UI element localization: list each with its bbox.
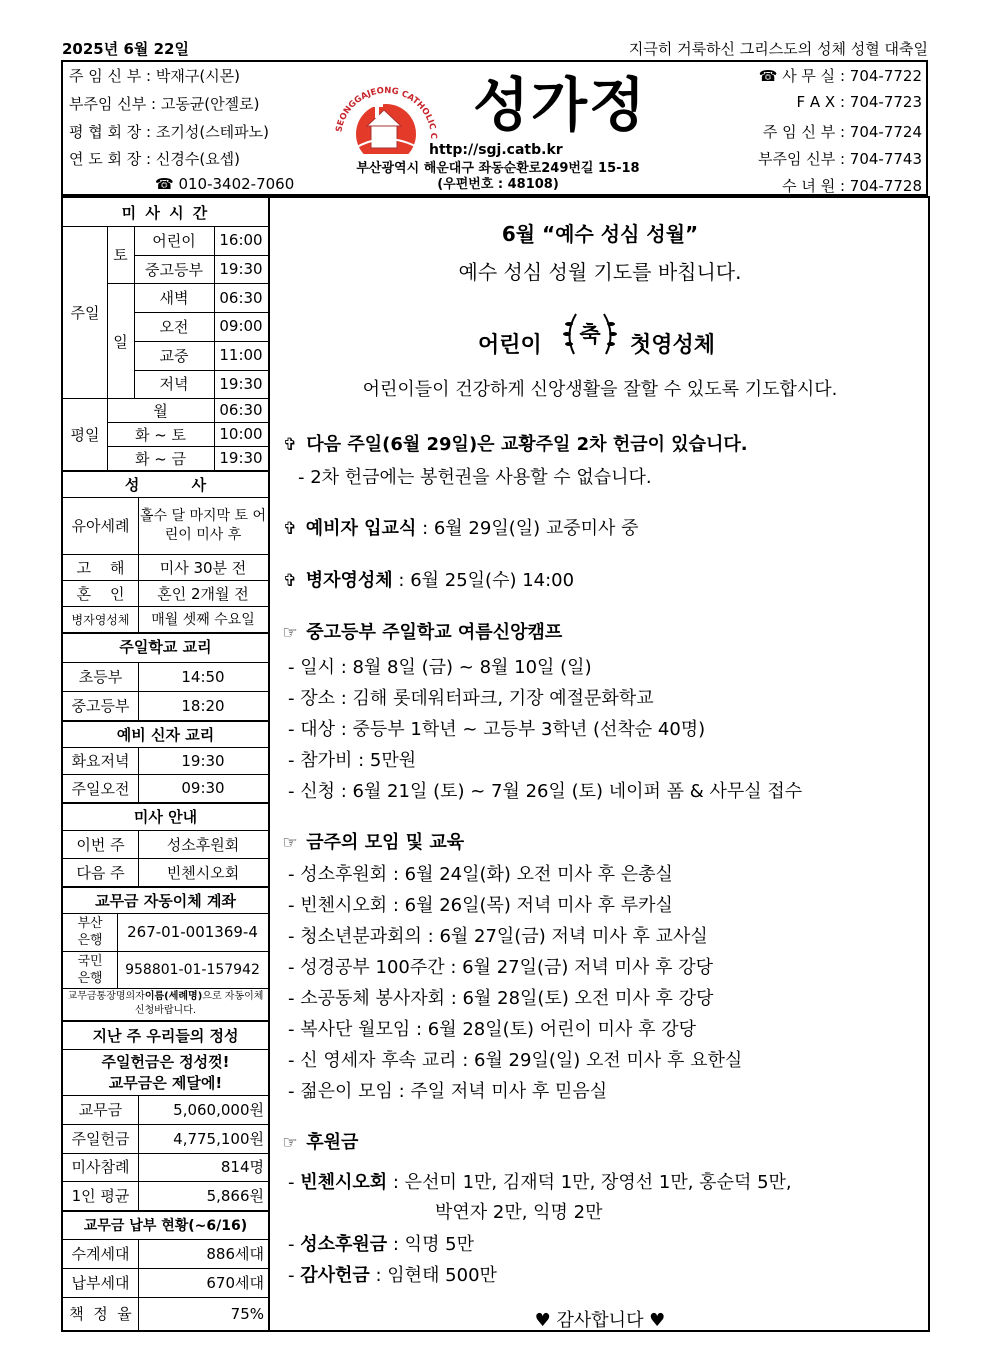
offering-title: 지난 주 우리들의 정성 — [92, 1026, 239, 1045]
support-row: - 빈첸시오회 : 은선미 1만, 김재덕 1만, 장영선 1만, 홍순덕 5만, — [288, 1172, 792, 1193]
communion-right: 첫영성체 — [630, 333, 716, 358]
meeting-item: - 신 영세자 후속 교리 : 6월 29일(일) 오전 미사 후 요한실 — [288, 1050, 743, 1071]
bulletin-date: 2025년 6월 22일 — [62, 40, 189, 58]
contact-row: 부주임 신부 : 704-7743 — [757, 150, 922, 168]
school-name: 중고등부 — [71, 697, 130, 715]
account-bank: 부산 은행 — [77, 916, 103, 948]
school-time: 18:20 — [181, 696, 225, 715]
saturday-label: 토 — [113, 246, 128, 264]
thanks-line: ♥ 감사합니다 ♥ — [534, 1310, 666, 1331]
contact-row: 수 녀 원 : 704-7728 — [782, 177, 922, 195]
pointing-hand-icon: ☞ — [282, 833, 298, 853]
offering-value: 4,775,100원 — [173, 1129, 264, 1148]
guide-value: 빈첸시오회 — [166, 863, 240, 882]
communion-subtitle: 어린이들이 건강하게 신앙생활을 잘할 수 있도록 기도합시다. — [362, 379, 838, 400]
account-number: 958801-01-157942 — [125, 961, 260, 978]
school-name: 초등부 — [78, 668, 123, 686]
catechumen-time: 09:30 — [181, 779, 225, 797]
meeting-item: - 복사단 월모임 : 6월 28일(토) 어린이 미사 후 강당 — [288, 1019, 697, 1040]
mass-name: 교중 — [159, 346, 189, 365]
pointing-hand-icon: ☞ — [282, 623, 298, 643]
phone-icon: ☎ — [155, 175, 174, 193]
meetings-title: ☞ 금주의 모임 및 교육 — [280, 828, 464, 854]
school-time: 14:50 — [181, 667, 225, 686]
meeting-item: - 성경공부 100주간 : 6월 27일(금) 저녁 미사 후 강당 — [288, 957, 714, 978]
sacrament-desc: 홀수 달 마지막 토 어린이 미사 후 — [140, 507, 266, 543]
congrats-badge — [560, 304, 620, 364]
mass-name: 화 ~ 금 — [134, 449, 187, 468]
dues-name: 책 정 율 — [69, 1305, 132, 1323]
cross-icon: ✞ — [282, 435, 298, 455]
mass-guide-title: 미사 안내 — [133, 808, 198, 826]
support-row-cont: 박연자 2만, 익명 2만 — [435, 1202, 603, 1223]
feast-title: 지극히 거룩하신 그리스도의 성체 성혈 대축일 — [628, 40, 928, 58]
camp-title: ☞ 중고등부 주일학교 여름신앙캠프 — [280, 618, 562, 644]
contact-row: 주 임 신 부 : 704-7724 — [762, 123, 922, 141]
clergy-row: 연 도 회 장 : 신경수(요셉) — [69, 150, 241, 168]
sacrament-desc: 미사 30분 전 — [159, 558, 247, 577]
dues-value: 670세대 — [206, 1274, 264, 1292]
month-subtitle: 예수 성심 성월 기도를 바칩니다. — [458, 260, 742, 284]
month-title: 6월 “예수 성심 성월” — [501, 222, 699, 246]
notice-papal-sub: - 2차 헌금에는 봉헌권을 사용할 수 없습니다. — [298, 467, 652, 488]
camp-item: - 참가비 : 5만원 — [288, 750, 417, 771]
guide-value: 성소후원회 — [166, 835, 240, 854]
account-title: 교무금 자동이체 계좌 — [95, 891, 236, 910]
offering-name: 교무금 — [78, 1100, 123, 1119]
dues-name: 납부세대 — [71, 1274, 130, 1292]
meeting-item: - 젊은이 모임 : 주일 저녁 미사 후 믿음실 — [288, 1081, 608, 1102]
catechumen-name: 주일오전 — [71, 779, 130, 798]
sacrament-name: 혼 인 — [76, 584, 125, 603]
support-title: ☞ 후원금 — [280, 1128, 358, 1154]
church-logo — [331, 68, 441, 154]
sunday-label: 주일 — [70, 303, 100, 322]
body-frame — [61, 196, 930, 1332]
mass-time: 11:00 — [219, 346, 263, 365]
parish-name: 성가정 — [473, 71, 648, 139]
top-line — [62, 38, 928, 60]
weekday-label: 평일 — [70, 425, 100, 444]
meeting-item: - 소공동체 봉사자회 : 6월 28일(토) 오전 미사 후 강당 — [288, 988, 714, 1009]
parish-url[interactable]: http://sgj.catb.kr — [429, 142, 563, 158]
dues-value: 75% — [230, 1304, 264, 1323]
guide-name: 다음 주 — [76, 863, 125, 882]
mass-time: 09:00 — [219, 317, 263, 336]
mass-time: 19:30 — [219, 260, 263, 279]
sunday-school-title: 주일학교 교리 — [119, 638, 212, 656]
sidebar — [63, 198, 270, 1330]
catechumen-time: 19:30 — [181, 751, 225, 770]
pointing-hand-icon: ☞ — [282, 1133, 298, 1153]
phone-yeondo: ☎ 010-3402-7060 — [155, 175, 295, 193]
sacrament-title: 성 사 — [124, 475, 207, 494]
account-note: 교무금통장명의자이름(세례명)으로 자동이체 신청바랍니다. — [67, 991, 264, 1016]
mass-name: 새벽 — [159, 289, 189, 308]
sunday-day-label: 일 — [113, 332, 128, 351]
dues-value: 886세대 — [206, 1245, 264, 1263]
sacrament-name: 고 해 — [76, 558, 125, 577]
cross-icon: ✞ — [282, 519, 298, 539]
notice-catechumen: ✞ 예비자 입교식 : 6월 29일(일) 교중미사 중 — [280, 514, 639, 540]
contact-row: ☎ 사 무 실 : 704-7722 — [758, 67, 922, 85]
parish-address: 부산광역시 해운대구 좌동순환로249번길 15-18 (우편번호 : 48108) — [356, 161, 640, 192]
meeting-item: - 청소년분과회의 : 6월 27일(금) 저녁 미사 후 교사실 — [288, 926, 708, 947]
mass-times-title: 미 사 시 간 — [121, 203, 210, 222]
mass-name: 화 ~ 토 — [134, 425, 187, 444]
offering-value: 5,866원 — [206, 1187, 264, 1206]
mass-time: 10:00 — [219, 425, 263, 443]
mass-name: 저녁 — [159, 375, 189, 394]
sacrament-desc: 혼인 2개월 전 — [157, 584, 249, 603]
clergy-row: 주 임 신 부 : 박재구(시몬) — [69, 67, 241, 85]
offering-name: 미사참례 — [71, 1158, 130, 1177]
contact-row: F A X : 704-7723 — [796, 93, 922, 111]
mass-name: 어린이 — [152, 231, 196, 250]
mass-time: 19:30 — [219, 374, 263, 393]
dues-name: 수계세대 — [71, 1245, 130, 1263]
account-bank: 국민 은행 — [77, 953, 103, 986]
cross-icon: ✞ — [282, 571, 298, 591]
camp-item: - 대상 : 중등부 1학년 ~ 고등부 3학년 (선착순 40명) — [288, 719, 706, 740]
camp-item: - 신청 : 6월 21일 (토) ~ 7월 26일 (토) 네이퍼 폼 & 사무실 접수 — [288, 781, 803, 802]
mass-time: 06:30 — [219, 401, 263, 419]
support-row: - 감사헌금 : 임현태 500만 — [288, 1265, 497, 1286]
support-row: - 성소후원금 : 익명 5만 — [288, 1234, 475, 1255]
catechumen-name: 화요저녁 — [71, 752, 130, 770]
notice-papal-sunday: ✞ 다음 주일(6월 29일)은 교황주일 2차 헌금이 있습니다. — [280, 430, 748, 456]
sacrament-name: 병자영성체 — [71, 612, 130, 627]
svg-text:축: 축 — [579, 323, 601, 348]
notice-sick-communion: ✞ 병자영성체 : 6월 25일(수) 14:00 — [280, 566, 574, 592]
camp-item: - 일시 : 8월 8일 (금) ~ 8월 10일 (일) — [288, 657, 592, 678]
dues-title: 교무금 납부 현황(~6/16) — [83, 1218, 248, 1234]
offering-name: 주일헌금 — [71, 1129, 130, 1148]
camp-item: - 장소 : 김해 롯데워터파크, 기장 예절문화학교 — [288, 688, 654, 709]
communion-left: 어린이 — [478, 333, 542, 358]
mass-name: 월 — [153, 401, 168, 420]
mass-name: 중고등부 — [145, 260, 203, 279]
meeting-item: - 성소후원회 : 6월 24일(화) 오전 미사 후 은총실 — [288, 864, 673, 885]
account-number: 267-01-001369-4 — [127, 923, 258, 941]
header — [61, 60, 928, 196]
mass-time: 16:00 — [219, 231, 263, 250]
mass-time: 06:30 — [219, 288, 263, 307]
offering-value: 814명 — [220, 1158, 264, 1177]
meeting-item: - 빈첸시오회 : 6월 26일(목) 저녁 미사 후 루카실 — [288, 895, 673, 916]
sacrament-desc: 매월 셋째 수요일 — [151, 612, 255, 628]
mass-name: 오전 — [159, 317, 189, 336]
clergy-row: 평 협 회 장 : 조기성(스테파노) — [69, 123, 270, 141]
main-content — [270, 198, 928, 1330]
offering-slogan: 주일헌금은 정성껏! 교무금은 제달에! — [101, 1053, 230, 1092]
sacrament-name: 유아세례 — [71, 517, 130, 535]
catechumen-title: 예비 신자 교리 — [116, 725, 215, 744]
guide-name: 이번 주 — [76, 835, 125, 854]
mass-time: 19:30 — [219, 449, 263, 467]
offering-value: 5,060,000원 — [173, 1100, 264, 1119]
clergy-row: 부주임 신부 : 고동균(안젤로) — [69, 95, 260, 113]
svg-text:SEONGGAJEONG CATHOLIC CHURCH: SEONGGAJEONG CATHOLIC C — [334, 85, 439, 140]
offering-name: 1인 평균 — [71, 1187, 130, 1206]
